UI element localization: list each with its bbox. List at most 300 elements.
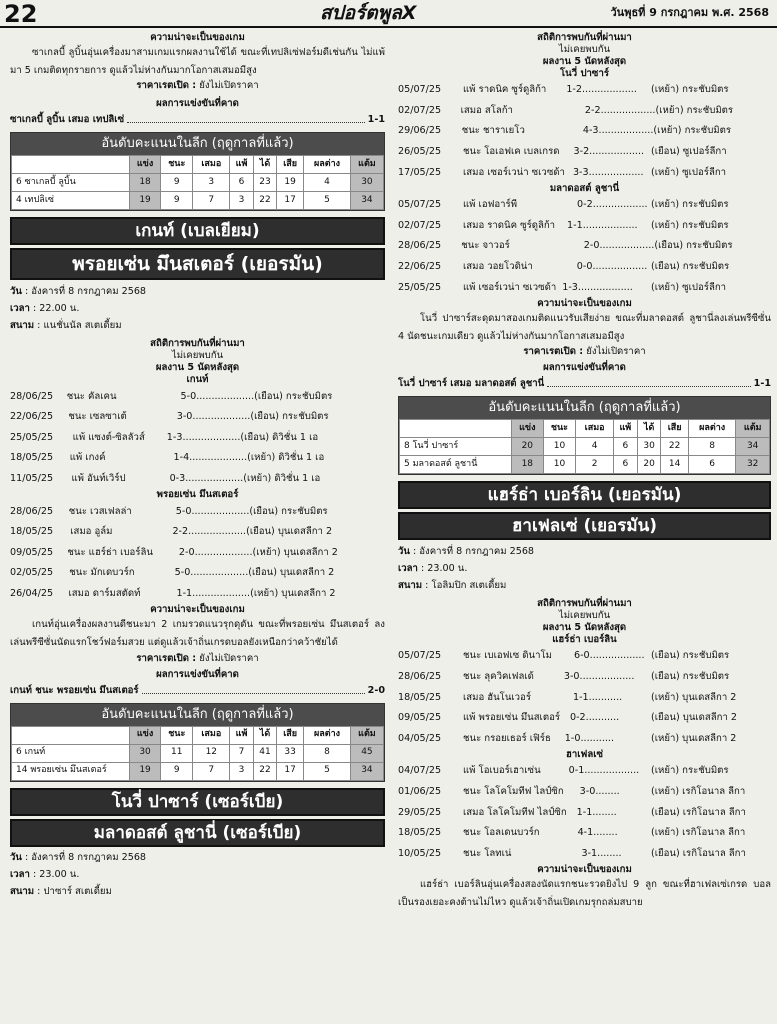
team-form-name: แฮร์ธ่า เบอร์ลิน bbox=[552, 634, 617, 646]
analysis-text: เกนท์อุ่นเครื่องผลงานดีชนะมา 2 เกมรวดแนวรุกดุดัน ขณะที่พรอยเซ่น มึนสเตอร์ ลงเล่นพรีซีซั่นนัดแรกโชว์ฟอร์มสวย แต่ดูแล้วเจ้าถิ่นเกรดบอลยังเหนือกว่าคว้าชัยได้ bbox=[10, 619, 385, 649]
price-value: ยังไม่เปิดราคา bbox=[586, 346, 646, 358]
stat-cell: 3 bbox=[193, 174, 230, 192]
standings-table bbox=[10, 132, 385, 211]
price-label: ราคาเรตเปิด : bbox=[136, 80, 197, 92]
h2h-text: ไม่เคยพบกัน bbox=[558, 43, 611, 55]
stat-cell: 17 bbox=[277, 762, 304, 780]
result-date: 01/06/25 bbox=[398, 786, 442, 798]
result-row bbox=[10, 542, 385, 563]
result-row bbox=[398, 782, 771, 803]
stat-cell: 18 bbox=[130, 174, 161, 192]
result-row bbox=[10, 428, 385, 449]
standings-grid bbox=[11, 726, 384, 781]
result-row bbox=[10, 563, 385, 584]
result-venue-comp: (เหย้า) กระชับมิตร bbox=[651, 84, 729, 96]
page-header bbox=[0, 0, 777, 28]
result-date: 28/06/25 bbox=[398, 671, 442, 683]
result-row bbox=[10, 584, 385, 605]
standings-row bbox=[12, 744, 384, 762]
stat-cell: 22 bbox=[253, 762, 276, 780]
venue-value: แนชั่นนัล สเตเดี้ยม bbox=[43, 319, 122, 331]
result-opponent: ชนะ มักเดบวร์ก 5-0................... bbox=[69, 567, 249, 579]
form-title: ผลงาน 5 นัดหลังสุด bbox=[542, 622, 627, 634]
stat-cell: 9 bbox=[161, 762, 193, 780]
time-value: 22.00 น. bbox=[39, 302, 80, 314]
stat-cell: 33 bbox=[277, 744, 304, 762]
result-opponent: ชนะ โลทเน่ 3-1........ bbox=[463, 847, 622, 859]
result-opponent: ชนะ โลโคโมทีฟ ไลป์ซิก 3-0........ bbox=[463, 786, 620, 798]
stat-cell: 7 bbox=[193, 192, 230, 210]
standings-header: แข่ง bbox=[512, 420, 544, 438]
standings-header: ผลต่าง bbox=[304, 156, 351, 174]
result-venue-comp: (เยือน) กระชับมิตร bbox=[651, 650, 730, 662]
day-value: อังคารที่ 8 กรกฎาคม 2568 bbox=[419, 545, 535, 557]
time-label: เวลา bbox=[398, 562, 418, 574]
match-banner-home: แฮร์ธ่า เบอร์ลิน (เยอรมัน) bbox=[398, 481, 771, 509]
time-value: 23.00 น. bbox=[427, 562, 468, 574]
result-date: 28/06/25 bbox=[398, 240, 442, 252]
result-venue-comp: (เหย้า) บุนเดสลีกา 2 bbox=[651, 691, 737, 703]
analysis-text: ซาเกลบี้ ลูบิ้นอุ่นเครื่องมาสามเกมแรกผลงานใช้ได้ ขณะที่เทปลิเซ่ฟอร์มดีเช่นกัน ไม่แพ้มา 5 เกมติดทุกรายการ ดูแล้วไม่ห่างกันมากโอกาสเสมอมีสูง bbox=[10, 46, 385, 77]
stat-cell: 9 bbox=[161, 192, 193, 210]
result-date: 02/07/25 bbox=[398, 219, 442, 231]
result-venue-comp: (เหย้า) เรกิโอนาล ลีกา bbox=[651, 786, 746, 798]
venue-label: สนาม bbox=[398, 579, 423, 591]
team-name: 4 เทปลิเซ่ bbox=[12, 192, 130, 210]
day-label: วัน bbox=[10, 285, 22, 297]
standings-header-row bbox=[12, 726, 384, 744]
result-opponent: ชนะ จาวอร์ 2-0.................. bbox=[461, 240, 655, 252]
stat-cell: 19 bbox=[130, 192, 161, 210]
price-value: ยังไม่เปิดราคา bbox=[199, 80, 259, 92]
left-column bbox=[10, 32, 385, 1024]
result-opponent: ชนะ แฮร์ธ่า เบอร์ลิน 2-0................... bbox=[67, 546, 253, 558]
stat-cell: 18 bbox=[512, 456, 544, 474]
prediction-title: ผลการแข่งขันที่คาด bbox=[156, 98, 239, 110]
stat-cell: 4 bbox=[304, 174, 351, 192]
stat-cell: 7 bbox=[230, 744, 254, 762]
stat-cell: 4 bbox=[576, 438, 613, 456]
match-time: เวลา : 23.00 น. bbox=[398, 562, 468, 574]
match-banner-home: เกนท์ (เบลเยียม) bbox=[10, 217, 385, 245]
venue-label: สนาม bbox=[10, 319, 35, 331]
result-row bbox=[398, 708, 771, 729]
result-opponent: แพ้ เกงค์ 1-4................... bbox=[69, 452, 248, 464]
result-row bbox=[398, 121, 771, 142]
standings-header: ผลต่าง bbox=[304, 726, 351, 744]
result-date: 18/05/25 bbox=[10, 526, 54, 538]
result-date: 10/05/25 bbox=[398, 847, 442, 859]
stat-cell: 41 bbox=[253, 744, 276, 762]
standings-header bbox=[400, 420, 512, 438]
result-opponent: เสมอ อูล์ม 2-2................... bbox=[70, 526, 247, 538]
standings-header: เสมอ bbox=[576, 420, 613, 438]
prediction-text: ซาเกลบี้ ลูบิ้น เสมอ เทปลิเซ่ bbox=[10, 114, 125, 126]
stat-cell: 23 bbox=[253, 174, 276, 192]
standings-table bbox=[398, 396, 771, 475]
h2h-title: สถิติการพบกันที่ผ่านมา bbox=[150, 338, 245, 350]
stat-cell: 6 bbox=[613, 438, 637, 456]
team-form-name: โนวี่ ปาซาร์ bbox=[560, 67, 609, 79]
stat-cell: 8 bbox=[688, 438, 735, 456]
price-label: ราคาเรตเปิด : bbox=[136, 652, 197, 664]
price-label: ราคาเรตเปิด : bbox=[523, 346, 584, 358]
standings-header: เสมอ bbox=[193, 726, 230, 744]
standings-header: ได้ bbox=[253, 156, 276, 174]
result-date: 11/05/25 bbox=[10, 472, 54, 484]
h2h-title: สถิติการพบกันที่ผ่านมา bbox=[537, 598, 632, 610]
standings-title: อันดับคะแนนในลีก (ฤดูกาลที่แล้ว) bbox=[11, 133, 384, 155]
analysis-title: ความน่าจะเป็นของเกม bbox=[150, 604, 245, 616]
result-opponent: ชนะ โอลเดนบวร์ก 4-1........ bbox=[463, 827, 618, 839]
standings-header: ได้ bbox=[253, 726, 276, 744]
result-venue-comp: (เหย้า) บุนเดสลีกา 2 bbox=[651, 732, 737, 744]
result-row bbox=[398, 215, 771, 236]
standings-header bbox=[12, 726, 130, 744]
result-row bbox=[398, 101, 771, 122]
stat-cell: 10 bbox=[543, 438, 576, 456]
day-label: วัน bbox=[398, 545, 410, 557]
result-opponent: เสมอ ดาร์มสตัดท์ 1-1................... bbox=[68, 587, 251, 599]
result-row bbox=[10, 501, 385, 522]
result-venue-comp: (เหย้า) เรกิโอนาล ลีกา bbox=[651, 827, 746, 839]
standings-header: แต้ม bbox=[350, 726, 383, 744]
stat-cell: 20 bbox=[512, 438, 544, 456]
result-venue-comp: (เยือน) กระชับมิตร bbox=[249, 505, 328, 517]
stat-cell: 11 bbox=[161, 744, 193, 762]
standings-header-row bbox=[12, 156, 384, 174]
team-form-name: ฮาเฟลเซ่ bbox=[566, 749, 603, 761]
match-time: เวลา : 22.00 น. bbox=[10, 302, 80, 314]
stat-cell: 3 bbox=[230, 192, 254, 210]
match-banner-home: โนวี่ ปาซาร์ (เซอร์เบีย) bbox=[10, 788, 385, 816]
result-date: 28/06/25 bbox=[10, 505, 54, 517]
stat-cell: 22 bbox=[253, 192, 276, 210]
form-title: ผลงาน 5 นัดหลังสุด bbox=[542, 55, 627, 67]
result-venue-comp: (เหย้า) บุนเดสลีกา 2 bbox=[252, 546, 338, 558]
result-row bbox=[398, 761, 771, 782]
result-row bbox=[398, 195, 771, 216]
stat-cell: 6 bbox=[613, 456, 637, 474]
venue-label: สนาม bbox=[10, 886, 35, 898]
team-name: 5 มลาดอสต์ ลูชานี่ bbox=[400, 456, 512, 474]
result-row bbox=[398, 667, 771, 688]
stat-cell: 30 bbox=[130, 744, 161, 762]
result-opponent: ชนะ โอเอฟเค เบลเกรด 3-2.................. bbox=[463, 146, 645, 158]
result-venue-comp: (เยือน) เรกิโอนาล ลีกา bbox=[651, 847, 746, 859]
result-venue-comp: (เหย้า) ซูเปอร์ลีกา bbox=[651, 281, 727, 293]
result-venue-comp: (เหย้า) ซูเปอร์ลีกา bbox=[651, 166, 727, 178]
result-opponent: แพ้ แซงต์-ซิลลัวส์ 1-3................... bbox=[72, 431, 241, 443]
prediction-line bbox=[10, 685, 385, 697]
result-date: 29/06/25 bbox=[398, 125, 442, 137]
prediction-text: เกนท์ ชนะ พรอยเซ่น มึนสเตอร์ bbox=[10, 684, 139, 696]
stat-cell: 10 bbox=[543, 456, 576, 474]
result-opponent: ชนะ เวสเฟลล่า 5-0................... bbox=[68, 505, 250, 517]
result-row bbox=[398, 142, 771, 163]
stat-cell: 8 bbox=[304, 744, 351, 762]
result-row bbox=[10, 522, 385, 543]
standings-header: แพ้ bbox=[230, 156, 254, 174]
match-banner-away: ฮาเฟลเซ่ (เยอรมัน) bbox=[398, 512, 771, 540]
result-venue-comp: (เหย้า) กระชับมิตร bbox=[653, 125, 731, 137]
result-venue-comp: (เยือน) กระชับมิตร bbox=[250, 411, 329, 423]
match-venue: สนาม : ปาซาร์ สเตเดี้ยม bbox=[10, 886, 112, 898]
time-label: เวลา bbox=[10, 302, 30, 314]
result-venue-comp: (เยือน) เรกิโอนาล ลีกา bbox=[651, 806, 746, 818]
day-value: อังคารที่ 8 กรกฎาคม 2568 bbox=[31, 852, 147, 864]
result-date: 09/05/25 bbox=[398, 712, 442, 724]
venue-value: โอลิมปิก สเตเดี้ยม bbox=[431, 579, 507, 591]
result-date: 05/07/25 bbox=[398, 650, 442, 662]
standings-header: แข่ง bbox=[130, 726, 161, 744]
result-date: 28/06/25 bbox=[10, 390, 54, 402]
opening-price bbox=[10, 653, 385, 665]
result-opponent: แพ้ เอฟอาร์พี 0-2.................. bbox=[463, 199, 648, 211]
team-name: 8 โนวี่ ปาซาร์ bbox=[400, 438, 512, 456]
standings-table bbox=[10, 703, 385, 782]
standings-row bbox=[12, 192, 384, 210]
result-venue-comp: (เยือน) กระชับมิตร bbox=[651, 260, 730, 272]
stat-cell: 6 bbox=[688, 456, 735, 474]
h2h-text: ไม่เคยพบกัน bbox=[171, 350, 224, 362]
result-opponent: ชนะ กรอยเธอร์ เฟิร์ธ 1-0........... bbox=[463, 732, 615, 744]
match-day: วัน : อังคารที่ 8 กรกฎาคม 2568 bbox=[10, 285, 147, 297]
stat-cell: 34 bbox=[350, 192, 383, 210]
analysis-title: ความน่าจะเป็นของเกม bbox=[537, 864, 632, 876]
standings-header: ผลต่าง bbox=[688, 420, 735, 438]
stat-cell: 3 bbox=[230, 762, 254, 780]
prediction-text: โนวี่ ปาซาร์ เสมอ มลาดอสต์ ลูชานี่ bbox=[398, 378, 545, 390]
result-date: 05/07/25 bbox=[398, 199, 442, 211]
stat-cell: 19 bbox=[130, 762, 161, 780]
result-date: 22/06/25 bbox=[10, 411, 54, 423]
result-opponent: แพ้ โอเบอร์เฮาเซ่น 0-1.................. bbox=[463, 765, 640, 777]
page-number: 22 bbox=[4, 0, 38, 28]
analysis-title: ความน่าจะเป็นของเกม bbox=[537, 297, 632, 309]
result-venue-comp: (เยือน) กระชับมิตร bbox=[254, 390, 333, 402]
result-opponent: แพ้ เซอร์เวน่า ซเวซด้า 1-3.................. bbox=[463, 281, 633, 293]
day-value: อังคารที่ 8 กรกฎาคม 2568 bbox=[31, 285, 147, 297]
standings-grid bbox=[11, 155, 384, 210]
standings-header-row bbox=[400, 420, 770, 438]
result-row bbox=[398, 277, 771, 298]
standings-header bbox=[12, 156, 130, 174]
team-name: 14 พรอยเซ่น มึนสเตอร์ bbox=[12, 762, 130, 780]
stat-cell: 30 bbox=[350, 174, 383, 192]
result-row bbox=[10, 448, 385, 469]
stat-cell: 17 bbox=[277, 192, 304, 210]
result-opponent: ชนะ คัลเคน 5-0................... bbox=[66, 390, 255, 402]
analysis-title: ความน่าจะเป็นของเกม bbox=[150, 32, 245, 43]
result-venue-comp: (เยือน) บุนเดสลีกา 2 bbox=[651, 712, 737, 724]
result-row bbox=[10, 407, 385, 428]
result-opponent: ชนะ เบเอฟเซ ดินาโม 6-0.................. bbox=[463, 650, 645, 662]
result-venue-comp: (เยือน) บุนเดสลีกา 2 bbox=[246, 526, 333, 538]
team-name: 6 เกนท์ bbox=[12, 744, 130, 762]
prediction-score: 1-1 bbox=[753, 378, 771, 390]
standings-row bbox=[12, 174, 384, 192]
result-row bbox=[398, 257, 771, 278]
stat-cell: 9 bbox=[161, 174, 193, 192]
stat-cell: 20 bbox=[637, 456, 661, 474]
result-row bbox=[398, 646, 771, 667]
result-date: 18/05/25 bbox=[398, 691, 442, 703]
match-venue: สนาม : โอลิมปิก สเตเดี้ยม bbox=[398, 579, 507, 591]
result-row bbox=[398, 80, 771, 101]
prediction-score: 1-1 bbox=[367, 114, 385, 126]
standings-header: แต้ม bbox=[350, 156, 383, 174]
result-row bbox=[10, 386, 385, 407]
result-row bbox=[398, 729, 771, 750]
venue-value: ปาซาร์ สเตเดี้ยม bbox=[43, 886, 112, 898]
result-date: 04/05/25 bbox=[398, 732, 442, 744]
stat-cell: 45 bbox=[350, 744, 383, 762]
price-value: ยังไม่เปิดราคา bbox=[199, 652, 259, 664]
standings-header: ชนะ bbox=[161, 156, 193, 174]
stat-cell: 12 bbox=[193, 744, 230, 762]
result-date: 09/05/25 bbox=[10, 546, 54, 558]
match-banner-away: มลาดอสต์ ลูชานี่ (เซอร์เบีย) bbox=[10, 819, 385, 847]
standings-row bbox=[12, 762, 384, 780]
result-venue-comp: (เหย้า) กระชับมิตร bbox=[651, 199, 729, 211]
result-venue-comp: (เหย้า) ดิวิชั่น 1 เอ bbox=[247, 452, 325, 464]
result-date: 02/07/25 bbox=[398, 104, 442, 116]
opening-price bbox=[10, 80, 385, 92]
team-name: 6 ซาเกลบี้ ลูบิ้น bbox=[12, 174, 130, 192]
stat-cell: 5 bbox=[304, 192, 351, 210]
standings-title: อันดับคะแนนในลีก (ฤดูกาลที่แล้ว) bbox=[399, 397, 770, 419]
result-date: 04/07/25 bbox=[398, 765, 442, 777]
standings-header: แต้ม bbox=[736, 420, 770, 438]
result-row bbox=[398, 236, 771, 257]
match-time: เวลา : 23.00 น. bbox=[10, 869, 80, 881]
analysis-text: แฮร์ธ่า เบอร์ลินอุ่นเครื่องสองนัดแรกชนะรวดยิงไป 9 ลูก ขณะที่ฮาเฟลเซ่เกรด บอลเป็นรองเยอะคงต้านไม่ไหว ดูแล้วเจ้าถิ่นเปิดเกมรุกถล่มสบาย bbox=[398, 879, 771, 909]
result-opponent: ชนะ เซลซาเต้ 3-0................... bbox=[68, 411, 251, 423]
standings-header: ชนะ bbox=[543, 420, 576, 438]
standings-header: ชนะ bbox=[161, 726, 193, 744]
standings-header: แพ้ bbox=[230, 726, 254, 744]
result-date: 26/05/25 bbox=[398, 146, 442, 158]
form-title: ผลงาน 5 นัดหลังสุด bbox=[155, 362, 240, 374]
result-venue-comp: (เหย้า) ดิวิชั่น 1 เอ bbox=[243, 472, 321, 484]
result-date: 18/05/25 bbox=[398, 827, 442, 839]
stat-cell: 14 bbox=[661, 456, 688, 474]
standings-title: อันดับคะแนนในลีก (ฤดูกาลที่แล้ว) bbox=[11, 704, 384, 726]
result-opponent: เสมอ เซอร์เวน่า ซเวซด้า 3-3.................. bbox=[463, 166, 644, 178]
standings-header: แพ้ bbox=[613, 420, 637, 438]
stat-cell: 6 bbox=[230, 174, 254, 192]
match-day: วัน : อังคารที่ 8 กรกฎาคม 2568 bbox=[398, 545, 535, 557]
stat-cell: 22 bbox=[661, 438, 688, 456]
result-venue-comp: (เหย้า) กระชับมิตร bbox=[655, 104, 734, 116]
result-date: 18/05/25 bbox=[10, 452, 54, 464]
result-venue-comp: (เยือน) ดิวิชั่น 1 เอ bbox=[240, 431, 319, 443]
h2h-title: สถิติการพบกันที่ผ่านมา bbox=[537, 32, 632, 43]
result-row bbox=[398, 802, 771, 823]
match-banner-away: พรอยเซ่น มึนสเตอร์ (เยอรมัน) bbox=[10, 248, 385, 280]
team-form-name: พรอยเซ่น มึนสเตอร์ bbox=[156, 489, 239, 501]
prediction-line bbox=[10, 114, 385, 126]
standings-header: เสีย bbox=[277, 726, 304, 744]
prediction-title: ผลการแข่งขันที่คาด bbox=[156, 668, 239, 680]
result-date: 25/05/25 bbox=[10, 431, 54, 443]
time-value: 23.00 น. bbox=[39, 869, 80, 881]
result-date: 26/04/25 bbox=[10, 587, 54, 599]
analysis-text: โนวี่ ปาซาร์สะดุดมาสองเกมติดแนวรับเสียง่าย ขณะที่มลาดอสต์ ลูชานี่ลงเล่นพรีซีซั่น 4 นัดชนะเกมเดียว ดูแล้วไม่ห่างกันมากโอกาสเสมอมีสูง bbox=[398, 312, 771, 343]
match-day: วัน : อังคารที่ 8 กรกฎาคม 2568 bbox=[10, 852, 147, 864]
result-opponent: แพ้ ราดนิค ซูร์ดูลิก้า 1-2.................. bbox=[463, 84, 637, 96]
standings-row bbox=[400, 456, 770, 474]
time-label: เวลา bbox=[10, 869, 30, 881]
standings-header: เสีย bbox=[661, 420, 688, 438]
match-venue: สนาม : แนชั่นนัล สเตเดี้ยม bbox=[10, 319, 122, 331]
standings-row bbox=[400, 438, 770, 456]
result-date: 05/07/25 bbox=[398, 84, 442, 96]
result-opponent: ชนะ ลุควิคเฟลเด้ 3-0.................. bbox=[463, 671, 635, 683]
result-opponent: เสมอ ราดนิค ซูร์ดูลิก้า 1-1.................. bbox=[463, 219, 638, 231]
result-date: 29/05/25 bbox=[398, 806, 442, 818]
stat-cell: 5 bbox=[304, 762, 351, 780]
result-opponent: แพ้ อันท์เวิร์ป 0-3................... bbox=[71, 472, 244, 484]
result-opponent: ชนะ ชาราเยโว 4-3.................. bbox=[461, 125, 654, 137]
result-row bbox=[398, 162, 771, 183]
day-label: วัน bbox=[10, 852, 22, 864]
stat-cell: 34 bbox=[350, 762, 383, 780]
prediction-score: 2-0 bbox=[367, 684, 385, 696]
result-date: 22/06/25 bbox=[398, 260, 442, 272]
result-row bbox=[398, 687, 771, 708]
brand-logo: สปอร์ตพูลX bbox=[320, 2, 417, 24]
result-venue-comp: (เยือน) บุนเดสลีกา 2 bbox=[248, 567, 335, 579]
result-date: 02/05/25 bbox=[10, 567, 54, 579]
stat-cell: 2 bbox=[576, 456, 613, 474]
result-opponent: เสมอ สโลก้า 2-2.................. bbox=[460, 104, 656, 116]
result-opponent: เสมอ ฮันโนเวอร์ 1-1........... bbox=[463, 691, 623, 703]
result-row bbox=[10, 469, 385, 490]
result-venue-comp: (เหย้า) กระชับมิตร bbox=[651, 765, 729, 777]
result-venue-comp: (เหย้า) กระชับมิตร bbox=[651, 219, 729, 231]
standings-header: แข่ง bbox=[130, 156, 161, 174]
team-form-name: มลาดอสต์ ลูชานี่ bbox=[549, 182, 620, 194]
standings-header: ได้ bbox=[637, 420, 661, 438]
result-date: 17/05/25 bbox=[398, 166, 442, 178]
result-date: 25/05/25 bbox=[398, 281, 442, 293]
result-row bbox=[398, 823, 771, 844]
result-opponent: เสมอ วอยโวดิน่า 0-0.................. bbox=[463, 260, 648, 272]
stat-cell: 30 bbox=[637, 438, 661, 456]
result-row bbox=[398, 844, 771, 865]
right-column bbox=[398, 32, 771, 1024]
standings-grid bbox=[399, 419, 770, 474]
team-form-name: เกนท์ bbox=[186, 374, 209, 386]
stat-cell: 34 bbox=[736, 438, 770, 456]
prediction-line bbox=[398, 378, 771, 390]
stat-cell: 19 bbox=[277, 174, 304, 192]
prediction-title: ผลการแข่งขันที่คาด bbox=[543, 362, 626, 374]
opening-price bbox=[398, 346, 771, 358]
result-venue-comp: (เยือน) ซูเปอร์ลีกา bbox=[651, 146, 727, 158]
result-venue-comp: (เยือน) กระชับมิตร bbox=[651, 671, 730, 683]
standings-header: เสีย bbox=[277, 156, 304, 174]
result-venue-comp: (เยือน) กระชับมิตร bbox=[654, 240, 733, 252]
issue-date: วันพุธที่ 9 กรกฎาคม พ.ศ. 2568 bbox=[610, 6, 769, 19]
h2h-text: ไม่เคยพบกัน bbox=[558, 610, 611, 622]
result-opponent: แพ้ พรอยเซ่น มึนสเตอร์ 0-2........... bbox=[463, 712, 620, 724]
standings-header: เสมอ bbox=[193, 156, 230, 174]
stat-cell: 7 bbox=[193, 762, 230, 780]
stat-cell: 32 bbox=[736, 456, 770, 474]
